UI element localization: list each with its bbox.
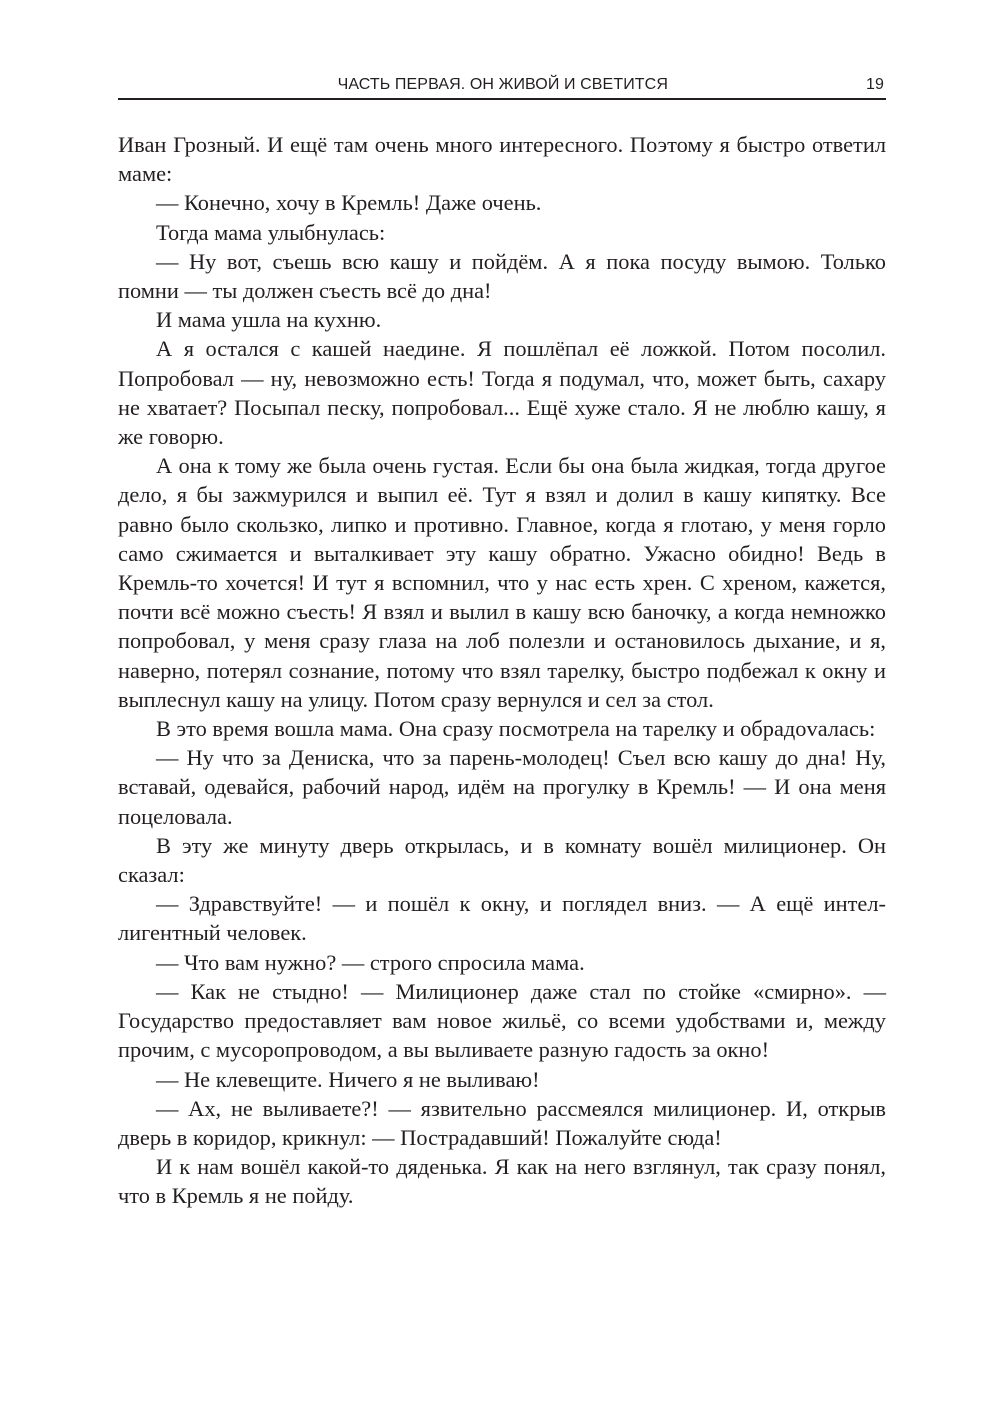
paragraph: А я остался с кашей наедине. Я пошлёпал её ложкой. Потом посолил. Попробовал — ну, невозможно есть! Тогда я подумал, что, может быть, сахару не хватает? Посыпал песку, попробовал... Ещё хуже стало. Я не люблю кашу, я же говорю.: [118, 336, 886, 450]
page-number: 19: [866, 76, 884, 93]
paragraph: — Что вам нужно? — строго спросила мама.: [156, 949, 585, 975]
header-rule: [118, 98, 886, 100]
paragraph: В это время вошла мама. Она сразу посмотрела на тарелку и обрадоvалась:: [156, 716, 876, 742]
paragraph: — Как не стыдно! — Милиционер даже стал по стойке «смирно». — Государство предоставляет вам новое жильё, со всеми удобствами и, между прочим, с мусоропроводом, а вы выливаете разную гадость за окно!: [118, 978, 886, 1063]
paragraph: В эту же минуту дверь открылась, и в комнату вошёл милиционер. Он сказал:: [118, 832, 886, 888]
paragraph: — Здравствуйте! — и пошёл к окну, и поглядел вниз. — А ещё интеллигентный человек.: [118, 891, 886, 946]
book-page: [118, 0, 886, 1418]
running-header-title: ЧАСТЬ ПЕРВАЯ. ОН ЖИВОЙ И СВЕТИТСЯ: [337, 76, 668, 93]
paragraph: — Ну что за Дениска, что за парень-молодец! Съел всю кашу до дна! Ну, вставай, одевайся, рабочий народ, идём на прогулку в Кремль! — И она меня поцеловала.: [118, 745, 886, 829]
paragraph: И к нам вошёл какой-то дяденька. Я как на него взглянул, так сразу понял, что в Кремль я не пойду.: [118, 1154, 886, 1209]
paragraph: А она к тому же была очень густая. Если бы она была жидкая, тогда другое дело, я бы зажмурился и выпил её. Тут я взял и долил в кашу кипятку. Все равно было скользко, липко и противно. Главное, когда я глотаю, у меня горло само сжимается и выталкивает эту кашу обратно. Ужасно обидно! Ведь в Кремль-то хочется! И тут я вспомнил, что у нас есть хрен. С хреном, кажется, почти всё можно съесть! Я взял и вылил в кашу всю баночку, а когда немножко попробовал, у меня сразу глаза на лоб полезли и остановилось дыхание, и я, наверно, потерял сознание, потому что взял тарелку, быстро подбежал к окну и выплеснул кашу на улицу. Потом сразу вернулся и сел за стол.: [118, 453, 886, 712]
paragraph: — Ах, не выливаете?! — язвительно рассмеялся милиционер. И, открыв дверь в коридор, крикнул: — Пострадавший! Пожалуйте сюда!: [118, 1095, 886, 1150]
running-header: [118, 74, 886, 96]
paragraph: — Ну вот, съешь всю кашу и пойдём. А я пока посуду вымою. Только помни — ты должен съесть всё до дна!: [118, 248, 886, 304]
paragraph: И мама ушла на кухню.: [156, 307, 382, 333]
paragraph: Тогда мама улыбнулась:: [156, 219, 386, 245]
body-text: [118, 130, 886, 1211]
paragraph: Иван Грозный. И ещё там очень много интересного. Поэтому я быстро ответил маме:: [118, 132, 886, 187]
paragraph: — Конечно, хочу в Кремль! Даже очень.: [156, 190, 542, 216]
paragraph: — Не клевещите. Ничего я не выливаю!: [156, 1066, 540, 1092]
